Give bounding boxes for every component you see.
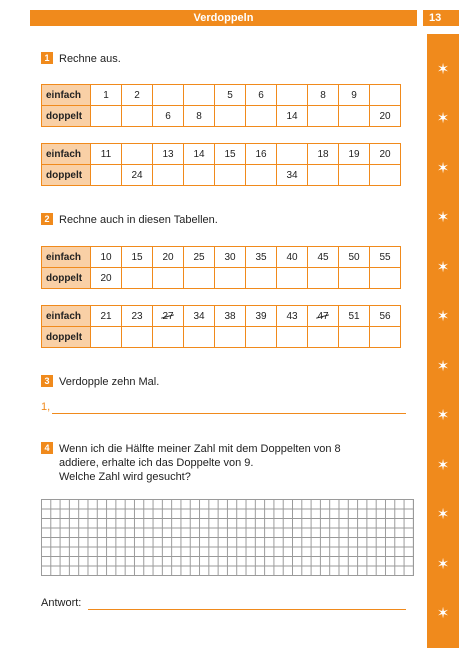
table-cell [308, 306, 339, 327]
table-cell[interactable] [308, 165, 339, 186]
cell-value: 30 [224, 251, 236, 263]
cell-value: 14 [286, 110, 298, 122]
cell-value: 20 [100, 272, 112, 284]
cell-value: 45 [317, 251, 329, 263]
table-row [42, 85, 401, 106]
star-icon: ✶ [436, 457, 450, 474]
table-cell [215, 247, 246, 268]
page-title: Verdoppeln [30, 10, 417, 26]
table-cell[interactable] [277, 85, 308, 106]
table-1b [41, 143, 401, 186]
table-cell[interactable] [246, 327, 277, 348]
table-cell [246, 85, 277, 106]
cell-value: 47 [317, 310, 329, 322]
table-cell[interactable] [277, 144, 308, 165]
cell-value: 14 [193, 148, 205, 160]
answer-label: Antwort: [41, 597, 82, 609]
cell-value: 16 [255, 148, 267, 160]
cell-value: 38 [224, 310, 236, 322]
table-cell [370, 144, 401, 165]
task-instruction: Rechne auch in diesen Tabellen. [59, 214, 218, 226]
table-cell[interactable] [339, 106, 370, 127]
row-label: doppelt [42, 268, 91, 289]
star-icon: ✶ [436, 61, 450, 78]
table-row [42, 306, 401, 327]
star-icon: ✶ [436, 209, 450, 226]
table-cell [184, 106, 215, 127]
table-cell [277, 306, 308, 327]
task-2-heading [41, 213, 218, 227]
cell-value: 6 [165, 110, 171, 122]
cell-value: 18 [317, 148, 329, 160]
table-cell[interactable] [91, 327, 122, 348]
table-cell[interactable] [370, 327, 401, 348]
table-cell[interactable] [122, 327, 153, 348]
table-cell[interactable] [308, 268, 339, 289]
table-row [42, 247, 401, 268]
table-cell [246, 306, 277, 327]
table-cell [370, 306, 401, 327]
cell-value: 20 [379, 148, 391, 160]
cell-value: 6 [258, 89, 264, 101]
cell-value: 23 [131, 310, 143, 322]
star-icon: ✶ [436, 259, 450, 276]
task-instruction: Rechne aus. [59, 53, 121, 65]
star-icon: ✶ [436, 160, 450, 177]
cell-value: 13 [162, 148, 174, 160]
cell-value: 19 [348, 148, 360, 160]
table-cell[interactable] [370, 165, 401, 186]
task-1-heading [41, 52, 121, 66]
table-cell[interactable] [153, 268, 184, 289]
cell-value: 5 [227, 89, 233, 101]
table-cell [91, 268, 122, 289]
cell-value: 9 [351, 89, 357, 101]
square-grid[interactable] [41, 499, 414, 576]
table-row [42, 165, 401, 186]
table-cell[interactable] [184, 85, 215, 106]
table-row [42, 268, 401, 289]
table-cell [308, 85, 339, 106]
table-cell [277, 165, 308, 186]
table-cell[interactable] [277, 268, 308, 289]
table-cell[interactable] [122, 144, 153, 165]
task-number: 4 [41, 442, 53, 454]
table-cell[interactable] [184, 327, 215, 348]
table-cell [215, 144, 246, 165]
table-cell [153, 144, 184, 165]
table-cell[interactable] [339, 327, 370, 348]
cell-value: 50 [348, 251, 360, 263]
table-cell[interactable] [153, 165, 184, 186]
cell-value: 34 [286, 169, 298, 181]
table-cell [370, 247, 401, 268]
cell-value: 20 [379, 110, 391, 122]
table-cell[interactable] [153, 85, 184, 106]
row-label: einfach [42, 306, 91, 327]
cell-value: 2 [134, 89, 140, 101]
cell-value: 10 [100, 251, 112, 263]
table-cell[interactable] [246, 165, 277, 186]
table-cell[interactable] [308, 106, 339, 127]
task-number: 1 [41, 52, 53, 64]
cell-value: 56 [379, 310, 391, 322]
row-label: einfach [42, 144, 91, 165]
table-cell [184, 306, 215, 327]
task-number: 3 [41, 375, 53, 387]
table-cell[interactable] [339, 165, 370, 186]
table-cell [308, 144, 339, 165]
table-cell[interactable] [184, 268, 215, 289]
table-cell [153, 306, 184, 327]
table-cell [277, 106, 308, 127]
table-cell[interactable] [122, 268, 153, 289]
table-cell [91, 144, 122, 165]
cell-value: 21 [100, 310, 112, 322]
task-text-line: Wenn ich die Hälfte meiner Zahl mit dem Doppelten von 8 [59, 443, 341, 455]
task-text-line: Welche Zahl wird gesucht? [59, 471, 191, 483]
cell-value: 8 [320, 89, 326, 101]
table-cell [184, 144, 215, 165]
row-label: doppelt [42, 165, 91, 186]
star-icon: ✶ [436, 506, 450, 523]
cell-value: 40 [286, 251, 298, 263]
cell-value: 1 [103, 89, 109, 101]
table-cell [91, 85, 122, 106]
star-icon: ✶ [436, 308, 450, 325]
star-icon: ✶ [436, 358, 450, 375]
cell-value: 27 [162, 310, 174, 322]
task-3-heading [41, 375, 159, 389]
task-instruction [59, 442, 341, 484]
cell-value: 11 [100, 148, 112, 160]
table-cell[interactable] [184, 165, 215, 186]
table-2b [41, 305, 401, 348]
table-cell [153, 247, 184, 268]
cell-value: 39 [255, 310, 267, 322]
table-cell[interactable] [277, 327, 308, 348]
answer-prefix: 1, [41, 401, 51, 413]
row-label: einfach [42, 85, 91, 106]
table-2a [41, 246, 401, 289]
table-cell [246, 144, 277, 165]
table-cell [308, 247, 339, 268]
cell-value: 51 [348, 310, 360, 322]
answer-line[interactable] [52, 413, 406, 414]
task-number: 2 [41, 213, 53, 225]
table-cell [215, 306, 246, 327]
table-cell[interactable] [246, 268, 277, 289]
table-cell [91, 247, 122, 268]
table-cell[interactable] [215, 165, 246, 186]
cell-value: 15 [224, 148, 236, 160]
table-cell [122, 306, 153, 327]
table-cell[interactable] [215, 327, 246, 348]
table-cell[interactable] [308, 327, 339, 348]
table-cell [277, 247, 308, 268]
table-cell [339, 247, 370, 268]
table-cell [122, 247, 153, 268]
table-row [42, 106, 401, 127]
table-cell [184, 247, 215, 268]
table-cell [370, 106, 401, 127]
table-row [42, 144, 401, 165]
table-row [42, 327, 401, 348]
star-icon: ✶ [436, 556, 450, 573]
star-icon: ✶ [436, 110, 450, 127]
table-cell[interactable] [153, 327, 184, 348]
table-cell[interactable] [215, 106, 246, 127]
table-cell[interactable] [91, 165, 122, 186]
table-cell [246, 247, 277, 268]
cell-value: 55 [379, 251, 391, 263]
cell-value: 35 [255, 251, 267, 263]
cell-value: 20 [162, 251, 174, 263]
table-cell[interactable] [122, 106, 153, 127]
cell-value: 25 [193, 251, 205, 263]
table-cell [122, 165, 153, 186]
star-icon: ✶ [436, 407, 450, 424]
table-cell[interactable] [370, 268, 401, 289]
cell-value: 34 [193, 310, 205, 322]
task-text-line: addiere, erhalte ich das Doppelte von 9. [59, 457, 254, 469]
task-4-heading [41, 442, 341, 484]
table-cell [339, 306, 370, 327]
cell-value: 15 [131, 251, 143, 263]
cell-value: 8 [196, 110, 202, 122]
table-cell[interactable] [91, 106, 122, 127]
table-1a [41, 84, 401, 127]
table-cell [91, 306, 122, 327]
table-cell [339, 144, 370, 165]
answer-line[interactable] [88, 609, 406, 610]
star-icon: ✶ [436, 605, 450, 622]
cell-value: 43 [286, 310, 298, 322]
table-cell [215, 85, 246, 106]
task-instruction: Verdopple zehn Mal. [59, 376, 160, 388]
table-cell [153, 106, 184, 127]
table-cell [339, 85, 370, 106]
table-cell[interactable] [370, 85, 401, 106]
table-cell [122, 85, 153, 106]
row-label: doppelt [42, 327, 91, 348]
row-label: doppelt [42, 106, 91, 127]
row-label: einfach [42, 247, 91, 268]
table-cell[interactable] [339, 268, 370, 289]
page-number: 13 [423, 10, 459, 26]
table-cell[interactable] [246, 106, 277, 127]
cell-value: 24 [131, 169, 143, 181]
table-cell[interactable] [215, 268, 246, 289]
decorative-sidebar [427, 34, 459, 648]
